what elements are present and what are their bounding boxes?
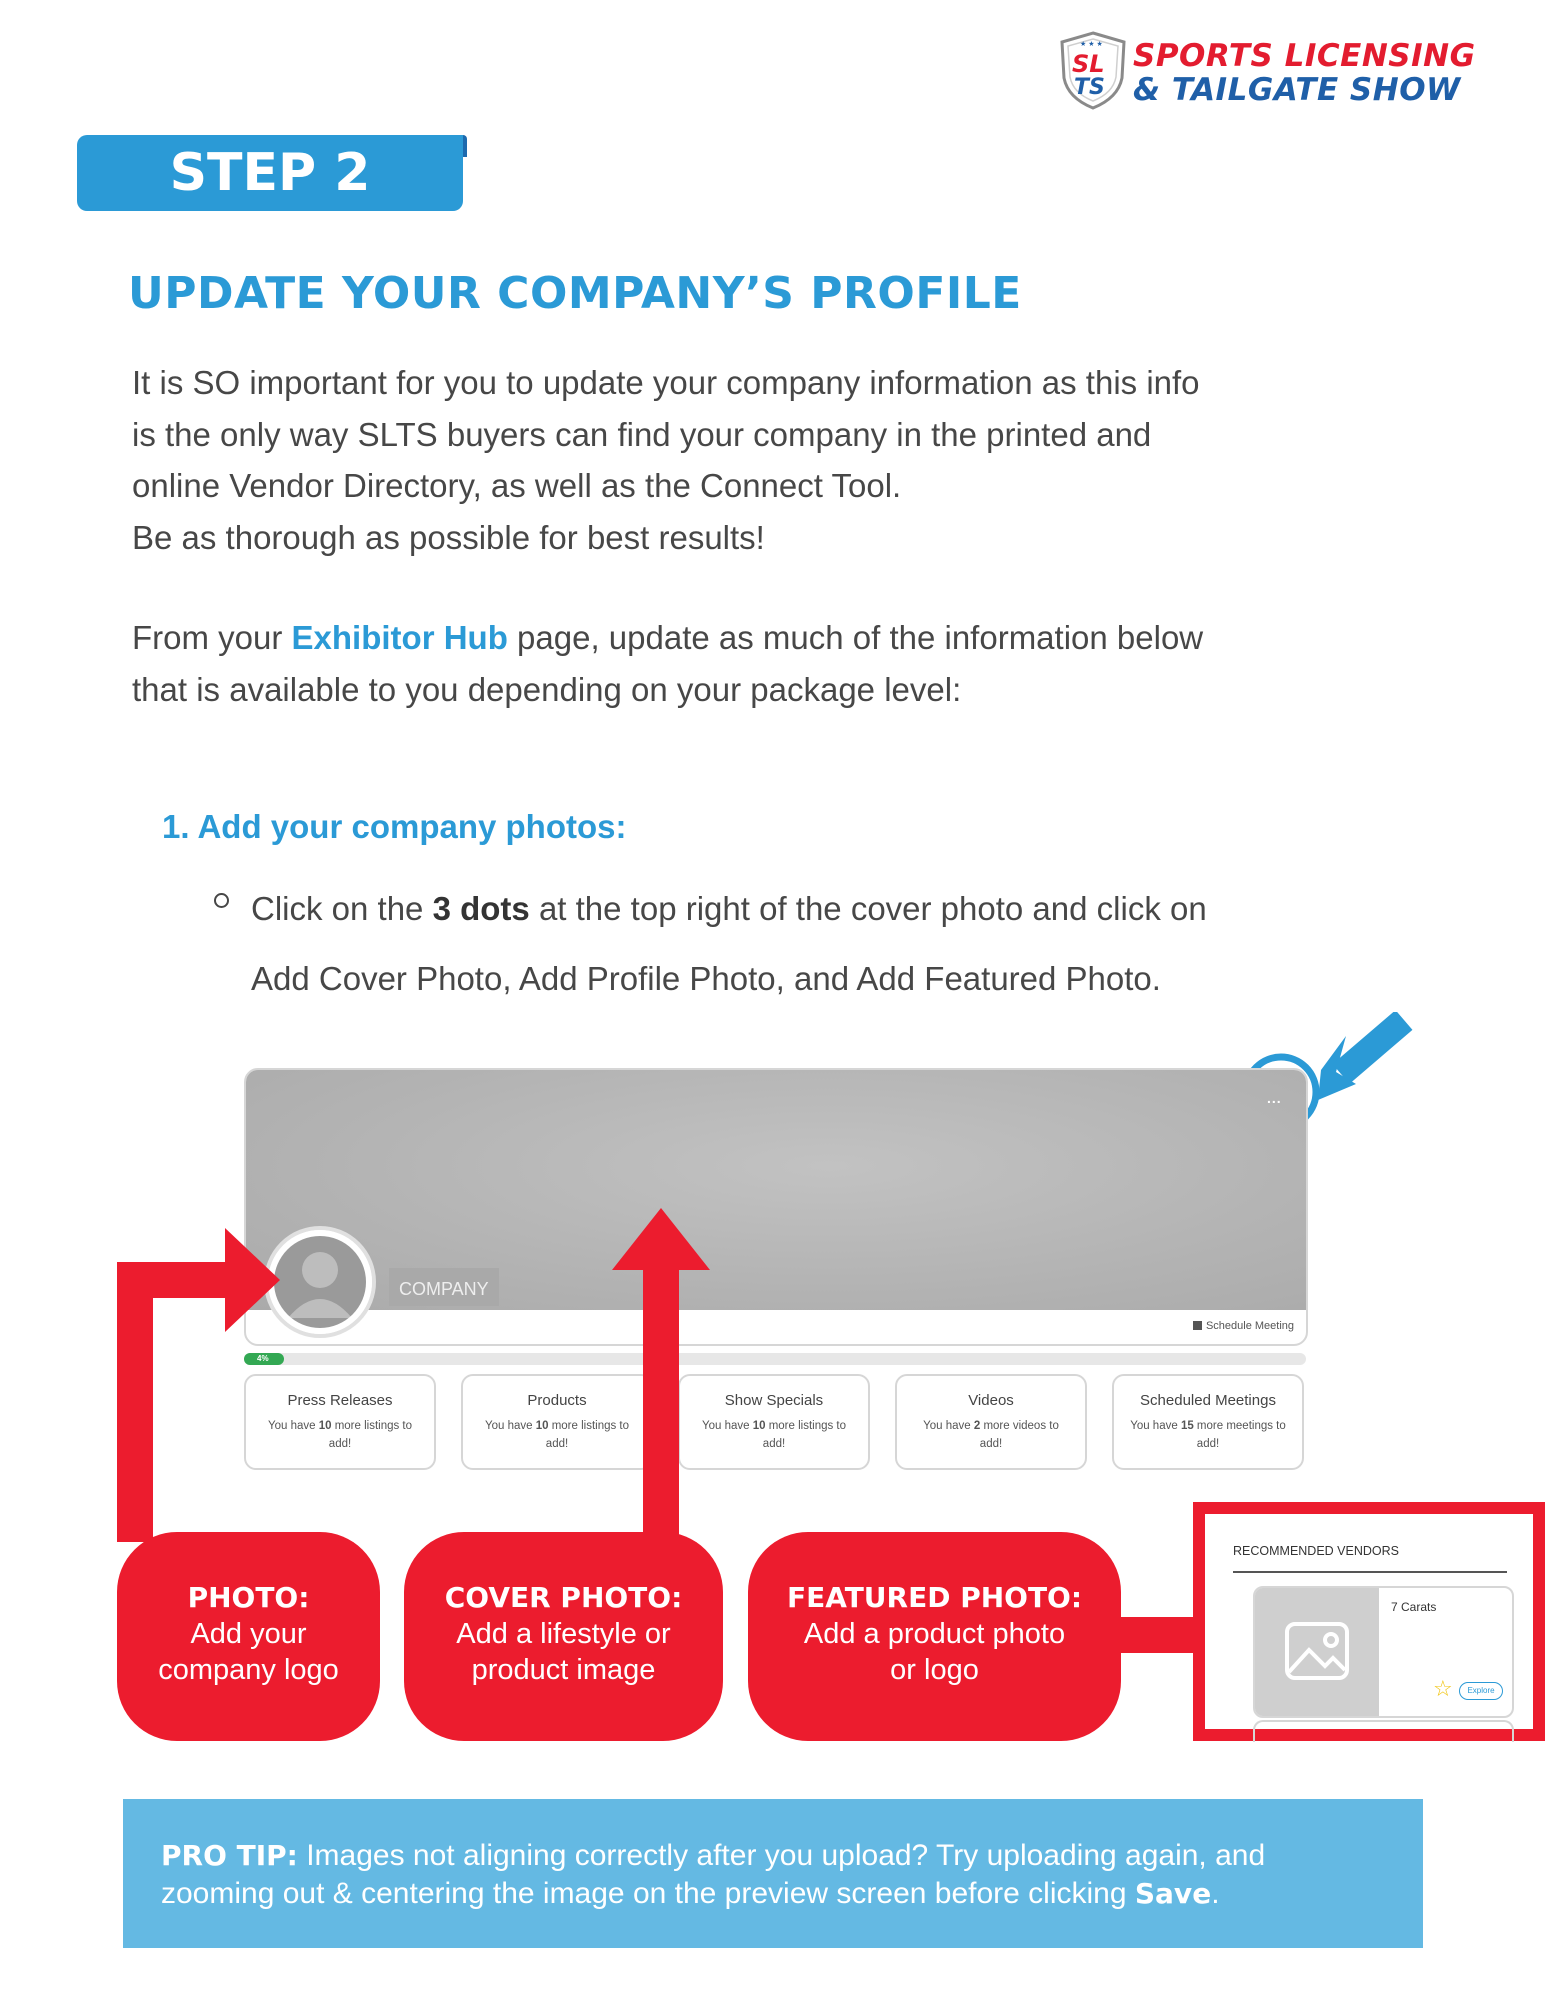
user-icon (268, 1230, 372, 1334)
hub-line-2: that is available to you depending on your package level: (132, 670, 962, 708)
stat-card-scheduled-meetings[interactable] (1112, 1374, 1304, 1470)
vendor-card[interactable] (1253, 1720, 1514, 1742)
bullet-strong: 3 dots (432, 890, 530, 927)
vendor-name: 7 Carats (1391, 1600, 1437, 1614)
intro-line-3: online Vendor Directory, as well as the Connect Tool. (132, 467, 902, 504)
logo-line-1: SPORTS LICENSING (1133, 38, 1476, 74)
bullet-marker (214, 893, 229, 908)
star-icon[interactable]: ☆ (1433, 1676, 1453, 1701)
svg-text:★ ★ ★: ★ ★ ★ (1080, 41, 1103, 48)
stat-card-press-releases[interactable] (244, 1374, 436, 1470)
stat-card-title: Press Releases (287, 1392, 393, 1409)
photo-callout-line-2: company logo (158, 1654, 339, 1686)
slts-logo (1058, 30, 1498, 110)
stat-card-desc: You have 10 more listings to add! (267, 1420, 413, 1450)
stat-card-desc: You have 10 more listings to add! (484, 1420, 630, 1450)
step-label: STEP 2 (77, 135, 463, 211)
shield-icon (1058, 30, 1128, 110)
intro-line-1: It is SO important for you to update your company information as this info (132, 364, 1200, 401)
cover-callout-line-2: product image (471, 1654, 656, 1686)
explore-button[interactable]: Explore (1459, 1682, 1503, 1700)
vendor-card[interactable] (1253, 1586, 1514, 1718)
photo-callout-line-1: Add your (190, 1618, 307, 1650)
step-banner (77, 135, 463, 211)
recommended-vendors-panel (1193, 1502, 1545, 1741)
divider (1233, 1571, 1507, 1573)
hub-prefix: From your (132, 619, 292, 656)
logo-badge-bottom: TS (1074, 75, 1105, 100)
pro-tip-label: PRO TIP: (161, 1839, 298, 1872)
stat-card-title: Scheduled Meetings (1140, 1392, 1276, 1409)
calendar-icon (1193, 1321, 1202, 1330)
stat-card-desc: You have 15 more meetings to add! (1130, 1420, 1286, 1450)
pro-tip-text-1: Images not aligning correctly after you upload? Try uploading again, and (297, 1839, 1266, 1872)
bullet-text (251, 874, 1451, 1014)
stat-card-show-specials[interactable] (678, 1374, 870, 1470)
profile-progress-bar (244, 1353, 1306, 1365)
hub-suffix: page, update as much of the information below (507, 619, 1204, 656)
hub-paragraph (132, 612, 1452, 715)
cover-callout-heading: COVER PHOTO: (444, 1581, 683, 1614)
photo-callout (117, 1532, 380, 1741)
stat-card-desc: You have 2 more videos to add! (923, 1420, 1059, 1450)
featured-photo-placeholder[interactable] (1255, 1588, 1379, 1716)
featured-callout-heading: FEATURED PHOTO: (786, 1581, 1083, 1614)
pro-tip-save: Save (1134, 1877, 1212, 1910)
pro-tip-end: . (1211, 1877, 1220, 1910)
bullet-pre: Click on the (251, 890, 433, 927)
cover-callout (404, 1532, 723, 1741)
featured-callout-line-2: or logo (890, 1654, 979, 1686)
intro-line-4: Be as thorough as possible for best results! (132, 518, 765, 556)
schedule-meeting-button[interactable] (1193, 1320, 1294, 1332)
photo-callout-heading: PHOTO: (187, 1581, 310, 1614)
sub-heading: 1. Add your company photos: (162, 808, 627, 845)
exhibitor-hub-link[interactable]: Exhibitor Hub (291, 619, 508, 656)
stat-card-videos[interactable] (895, 1374, 1087, 1470)
more-options-button[interactable]: ... (1267, 1090, 1282, 1106)
company-name: COMPANY (389, 1268, 499, 1306)
pro-tip-text-2: zooming out & centering the image on the preview screen before clicking (161, 1877, 1135, 1910)
bullet-post: at the top right of the cover photo and click on (529, 890, 1207, 927)
profile-card (244, 1068, 1308, 1346)
section-title: UPDATE YOUR COMPANY’S PROFILE (128, 268, 1022, 319)
pro-tip-box (123, 1799, 1423, 1948)
stat-card-products[interactable] (461, 1374, 653, 1470)
recommended-vendors-title: RECOMMENDED VENDORS (1233, 1544, 1399, 1558)
cover-photo[interactable] (246, 1070, 1306, 1310)
logo-line-2: & TAILGATE SHOW (1133, 72, 1461, 108)
bullet-line-2: Add Cover Photo, Add Profile Photo, and Add Featured Photo. (251, 960, 1161, 997)
progress-label: 4% (257, 1354, 269, 1363)
stat-card-title: Show Specials (724, 1392, 824, 1409)
schedule-meeting-label: Schedule Meeting (1205, 1320, 1294, 1332)
featured-callout (748, 1532, 1121, 1741)
featured-callout-line-1: Add a product photo (803, 1618, 1066, 1650)
avatar[interactable] (264, 1226, 376, 1338)
intro-paragraph (132, 357, 1452, 563)
intro-line-2: is the only way SLTS buyers can find your company in the printed and (132, 415, 1152, 453)
cover-callout-line-1: Add a lifestyle or (456, 1618, 671, 1650)
stat-card-desc: You have 10 more listings to add! (701, 1420, 847, 1450)
image-icon (1255, 1588, 1379, 1716)
stat-card-title: Videos (968, 1392, 1014, 1409)
stat-card-title: Products (527, 1392, 587, 1409)
logo-badge-top: SL (1072, 50, 1105, 78)
